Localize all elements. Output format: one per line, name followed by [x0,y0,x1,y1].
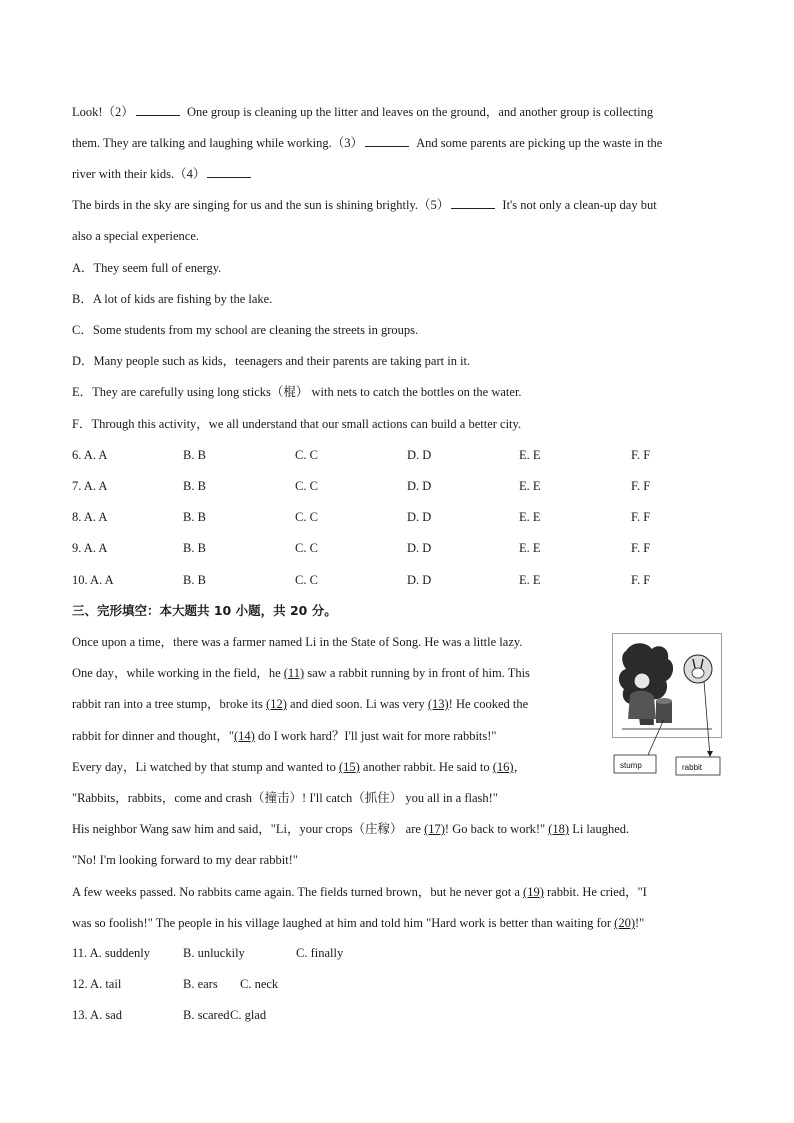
option-a[interactable]: 11. A. suddenly [72,946,151,960]
text: Look!（2） [72,105,134,119]
text: ， [513,760,527,774]
option-a[interactable]: 12. A. tail [72,977,122,991]
rabbit-body [692,668,704,678]
option-e[interactable]: E. E [519,510,541,524]
option-d[interactable]: D. D [407,479,432,493]
text: rabbit for dinner and thought，" [72,729,235,743]
text: His neighbor Wang saw him and said，"Li，your crops（庄稼） are [72,822,425,836]
stump-top [656,698,672,704]
text: ! He cooked the [448,697,529,711]
option-d[interactable]: D. D [407,510,432,524]
blank-13: (13) [427,697,449,711]
choice-c: C．Some students from my school are cleaning the streets in groups. [72,323,419,337]
text: rabbit. He cried，"I [543,885,647,899]
option-f[interactable]: F. F [631,448,651,462]
choice-f: F．Through this activity，we all understand that our small actions can build a better city. [72,417,522,431]
text: One day，while working in the field，he [72,666,284,680]
blank-18: (18) [548,822,570,836]
cloze-line: Once upon a time，there was a farmer named Li in the State of Song. He was a little lazy. [72,635,523,649]
rabbit-label: rabbit [682,763,703,772]
option-f[interactable]: F. F [631,541,651,555]
choice-a: A．They seem full of energy. [72,261,222,275]
stump-rabbit-illustration [612,633,722,778]
option-b[interactable]: B. ears [183,977,218,991]
text: Every day，Li watched by that stump and wanted to [72,760,339,774]
option-c[interactable]: C. C [295,510,318,524]
text: ! Go back to work!" [444,822,549,836]
option-d[interactable]: D. D [407,541,432,555]
option-f[interactable]: F. F [631,479,651,493]
option-b[interactable]: B. B [183,510,206,524]
option-e[interactable]: E. E [519,573,541,587]
cloze-line [72,915,644,931]
cloze-line [72,884,647,900]
option-b[interactable]: B. B [183,479,206,493]
option-d[interactable]: D. D [407,573,432,587]
text: them. They are talking and laughing while working.（3） [72,136,364,150]
text: One group is cleaning up the litter and leaves on the ground，and another group is collecting [183,105,654,119]
option-a[interactable]: 8. A. A [72,510,108,524]
option-c[interactable]: C. C [295,479,318,493]
answer-blank-4 [207,166,251,178]
arrow-head [707,751,713,757]
option-c[interactable]: C. finally [296,946,344,960]
text: rabbit ran into a tree stump，broke its [72,697,267,711]
cloze-line: "Rabbits，rabbits，come and crash（撞击）! I'll catch（抓住） you all in a flash!" [72,791,498,805]
option-a[interactable]: 6. A. A [72,448,108,462]
choice-b: B．A lot of kids are fishing by the lake. [72,292,273,306]
passage-line [72,135,662,151]
text: another rabbit. He said to [359,760,493,774]
farmer-head [634,673,650,689]
option-e[interactable]: E. E [519,541,541,555]
option-f[interactable]: F. F [631,573,651,587]
answer-blank-5 [451,197,495,209]
section-heading: 三、完形填空：本大题共 10 小题，共 20 分。 [72,603,337,618]
answer-blank-3 [365,135,409,147]
answer-blank-2 [136,104,180,116]
text: do I work hard？I'll just wait for more rabbits!" [254,729,497,743]
choice-d: D．Many people such as kids，teenagers and their parents are taking part in it. [72,354,471,368]
text: saw a rabbit running by in front of him. This [304,666,530,680]
option-b[interactable]: B. scared [183,1008,230,1022]
text: Li laughed. [569,822,630,836]
blank-17: (17) [424,822,445,836]
text: and died soon. Li was very [286,697,428,711]
text: It's not only a clean-up day but [499,198,657,212]
blank-15: (15) [338,760,360,774]
blank-19: (19) [523,885,544,899]
text: !" [635,916,645,930]
option-c[interactable]: C. neck [240,977,279,991]
option-e[interactable]: E. E [519,479,541,493]
passage-line: also a special experience. [72,229,200,243]
text: The birds in the sky are singing for us and the sun is shining brightly.（5） [72,198,450,212]
option-a[interactable]: 7. A. A [72,479,108,493]
stump-label: stump [620,761,642,770]
option-b[interactable]: B. B [183,573,206,587]
option-f[interactable]: F. F [631,510,651,524]
option-a[interactable]: 13. A. sad [72,1008,122,1022]
cloze-line [72,665,530,681]
option-e[interactable]: E. E [519,448,541,462]
option-d[interactable]: D. D [407,448,432,462]
text: A few weeks passed. No rabbits came again. The fields turned brown，but he never got a [72,885,524,899]
option-c[interactable]: C. C [295,541,318,555]
text: And some parents are picking up the waste in the [413,136,663,150]
option-c[interactable]: C. C [295,573,318,587]
blank-14: (14) [234,729,255,743]
cloze-line [72,821,629,837]
option-b[interactable]: B. unluckily [183,946,245,960]
cloze-line [72,696,528,712]
cloze-line [72,728,497,744]
text: was so foolish!" The people in his village laughed at him and told him "Hard work is better than waiting for [72,916,615,930]
cloze-line: "No! I'm looking forward to my dear rabbit!" [72,853,298,867]
text: river with their kids.（4） [72,167,206,181]
option-a[interactable]: 10. A. A [72,573,114,587]
blank-20: (20) [614,916,635,930]
option-a[interactable]: 9. A. A [72,541,108,555]
farmer-body [628,691,656,719]
blank-12: (12) [266,697,287,711]
choice-e: E．They are carefully using long sticks（棍） with nets to catch the bottles on the water. [72,385,522,399]
cloze-line [72,759,526,775]
blank-16: (16) [492,760,514,774]
blank-11: (11) [283,666,305,680]
option-b[interactable]: B. B [183,448,206,462]
option-c[interactable]: C. C [295,448,318,462]
passage-line [72,104,653,120]
passage-line [72,166,255,182]
illustration-svg [612,633,722,778]
option-c[interactable]: C. glad [230,1008,267,1022]
option-b[interactable]: B. B [183,541,206,555]
passage-line [72,197,657,213]
